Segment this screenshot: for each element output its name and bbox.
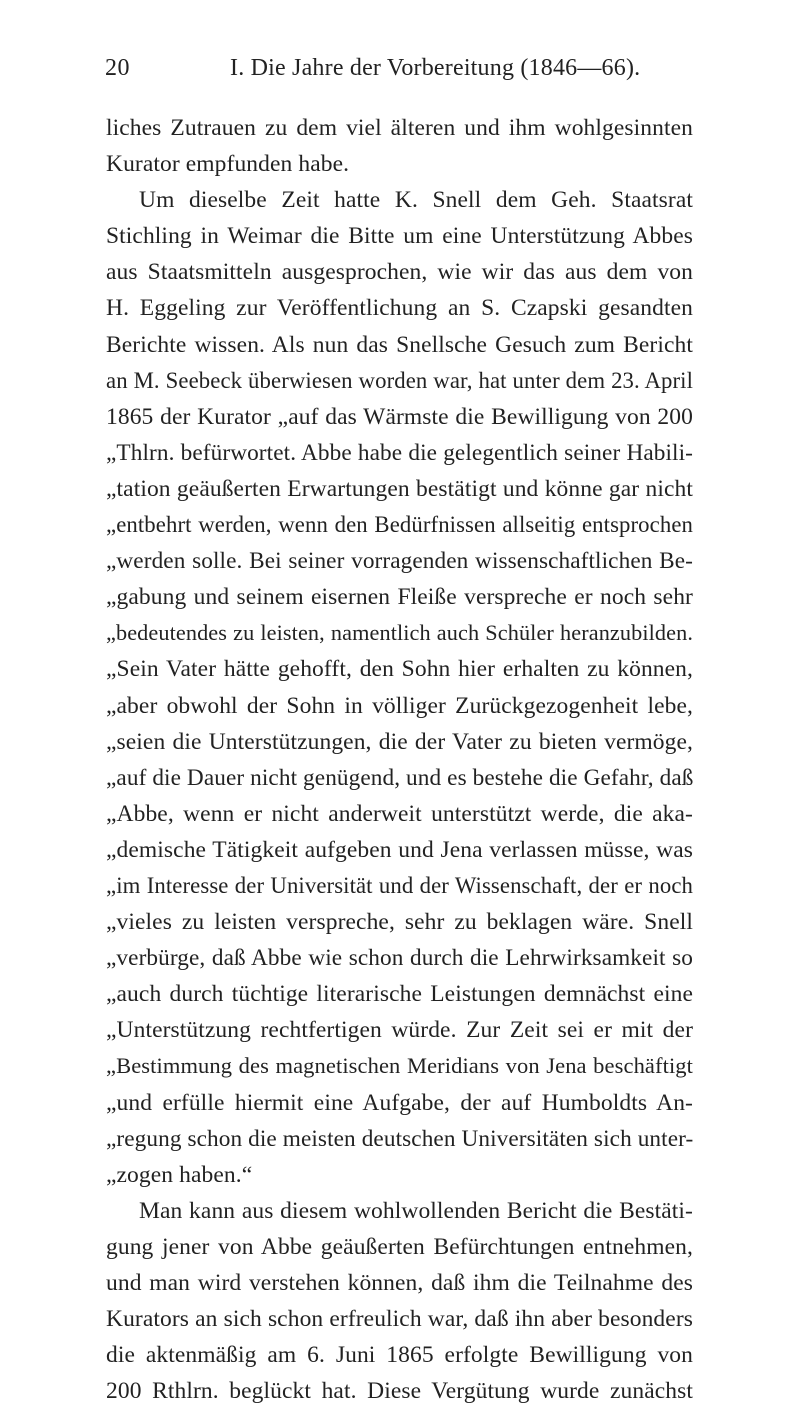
text-line: „Abbe, wenn er nicht anderweit unterstützt werde, die aka- <box>106 800 693 827</box>
text-line: H. Eggeling zur Veröffentlichung an S. Czapski gesandten <box>106 295 693 322</box>
text-line: „auch durch tüchtige literarische Leistungen demnächst eine <box>106 981 693 1008</box>
body-text <box>106 110 693 1409</box>
text-line: und man wird verstehen können, daß ihm die Teilnahme des <box>106 1270 693 1296</box>
running-head: I. Die Jahre der Vorbereitung (1846—66). <box>230 55 641 81</box>
text-line: „Thlrn. befürwortet. Abbe habe die gelegentlich seiner Habili- <box>106 439 693 466</box>
text-line: „regung schon die meisten deutschen Universitäten sich unter- <box>106 1125 694 1152</box>
text-line: Kurators an sich schon erfreulich war, daß ihn aber besonders <box>106 1306 693 1333</box>
text-line: Stichling in Weimar die Bitte um eine Unterstützung Abbes <box>106 223 693 250</box>
text-line: 200 Rthlrn. beglückt hat. Diese Vergütung wurde zunächst <box>106 1378 693 1405</box>
text-line: gung jener von Abbe geäußerten Befürchtungen entnehmen, <box>106 1233 693 1260</box>
text-line: „im Interesse der Universität und der Wissenschaft, der er noch <box>106 872 693 898</box>
text-line: „zogen haben.“ <box>106 1161 253 1188</box>
text-line: „werden solle. Bei seiner vorragenden wissenschaftlichen Be- <box>106 548 693 575</box>
text-line: „aber obwohl der Sohn in völliger Zurückgezogenheit lebe, <box>106 692 693 719</box>
text-line: „vieles zu leisten verspreche, sehr zu beklagen wäre. Snell <box>106 909 693 936</box>
text-line: liches Zutrauen zu dem viel älteren und ihm wohlgesinnten <box>106 115 693 141</box>
text-line: „tation geäußerten Erwartungen bestätigt und könne gar nicht <box>106 475 693 502</box>
text-line: „seien die Unterstützungen, die der Vater zu bieten vermöge, <box>106 728 693 755</box>
text-line: 1865 der Kurator „auf das Wärmste die Bewilligung von 200 <box>106 403 693 430</box>
text-line: „entbehrt werden, wenn den Bedürfnissen allseitig entsprochen <box>106 512 693 538</box>
text-line: aus Staatsmitteln ausgesprochen, wie wir das aus dem von <box>106 259 693 286</box>
text-line: „Bestimmung des magnetischen Meridians von Jena beschäftigt <box>106 1053 693 1079</box>
text-line: die aktenmäßig am 6. Juni 1865 erfolgte Bewilligung von <box>106 1342 693 1369</box>
page-number: 20 <box>105 55 130 81</box>
text-line: an M. Seebeck überwiesen worden war, hat unter dem 23. April <box>106 367 693 393</box>
text-line: Kurator empfunden habe. <box>106 151 350 178</box>
text-line: „und erfülle hiermit eine Aufgabe, der auf Humboldts An- <box>106 1089 693 1116</box>
text-line: „auf die Dauer nicht genügend, und es bestehe die Gefahr, daß <box>106 764 694 791</box>
text-line: „gabung und seinem eisernen Fleiße verspreche er noch sehr <box>106 584 693 611</box>
text-line: Um dieselbe Zeit hatte K. Snell dem Geh. Staatsrat <box>139 187 693 214</box>
text-line: „bedeutendes zu leisten, namentlich auch Schüler heranzubilden. <box>106 620 693 646</box>
text-line: Berichte wissen. Als nun das Snellsche Gesuch zum Bericht <box>106 331 693 358</box>
text-line: „Sein Vater hätte gehofft, den Sohn hier erhalten zu können, <box>106 656 693 683</box>
page-header <box>105 55 695 95</box>
text-line: „demische Tätigkeit aufgeben und Jena verlassen müsse, was <box>106 836 693 863</box>
text-line: Man kann aus diesem wohlwollenden Bericht die Bestäti- <box>139 1197 693 1224</box>
text-line: „verbürge, daß Abbe wie schon durch die Lehrwirksamkeit so <box>106 945 693 972</box>
text-line: „Unterstützung rechtfertigen würde. Zur Zeit sei er mit der <box>106 1017 693 1044</box>
